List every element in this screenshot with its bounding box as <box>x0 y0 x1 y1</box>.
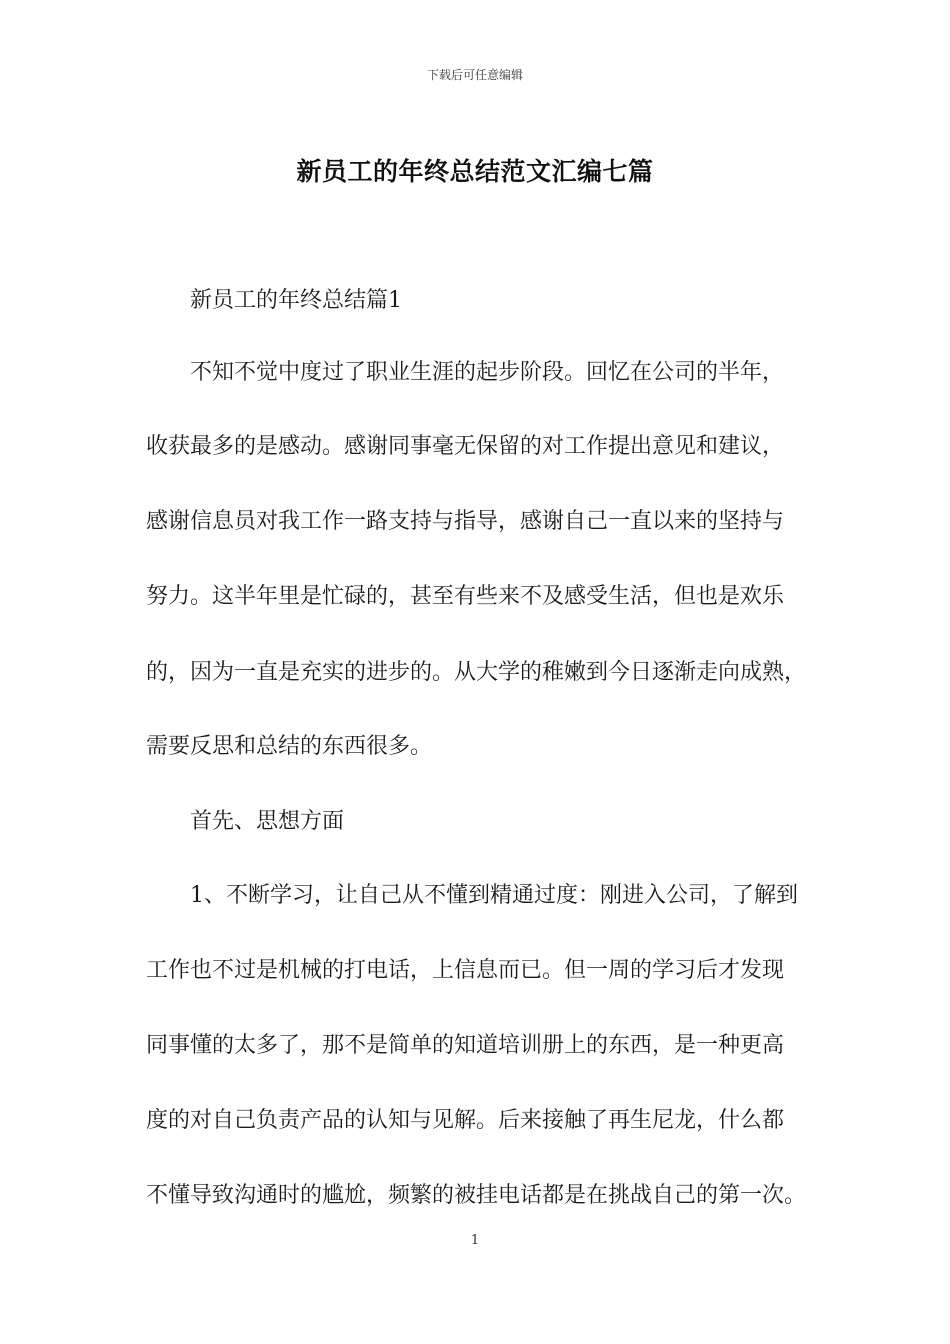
section-heading: 新员工的年终总结篇1 <box>190 288 402 313</box>
paragraph-line: 需要反思和总结的东西很多。 <box>146 734 433 759</box>
paragraph-line: 不懂导致沟通时的尴尬，频繁的被挂电话都是在挑战自己的第一次。 <box>146 1183 807 1208</box>
paragraph-line: 同事懂的太多了，那不是简单的知道培训册上的东西，是一种更高 <box>146 1033 785 1058</box>
document-title: 新员工的年终总结范文汇编七篇 <box>296 157 654 186</box>
paragraph-line: 的，因为一直是充实的进步的。从大学的稚嫩到今日逐渐走向成熟， <box>146 660 807 685</box>
header-note: 下载后可任意编辑 <box>426 68 523 82</box>
paragraph-line: 努力。这半年里是忙碌的，甚至有些来不及感受生活，但也是欢乐 <box>146 584 785 609</box>
paragraph-line: 1、不断学习，让自己从不懂到精通过度：刚进入公司，了解到 <box>190 883 798 908</box>
paragraph-line: 度的对自己负责产品的认知与见解。后来接触了再生尼龙，什么都 <box>146 1108 785 1133</box>
paragraph-line: 不知不觉中度过了职业生涯的起步阶段。回忆在公司的半年， <box>190 360 785 385</box>
paragraph-line: 收获最多的是感动。感谢同事毫无保留的对工作提出意见和建议， <box>146 434 785 459</box>
paragraph-line: 工作也不过是机械的打电话，上信息而已。但一周的学习后才发现 <box>146 958 785 983</box>
subheading: 首先、思想方面 <box>190 809 345 834</box>
page-number: 1 <box>470 1233 480 1248</box>
paragraph-line: 感谢信息员对我工作一路支持与指导，感谢自己一直以来的坚持与 <box>146 509 785 534</box>
